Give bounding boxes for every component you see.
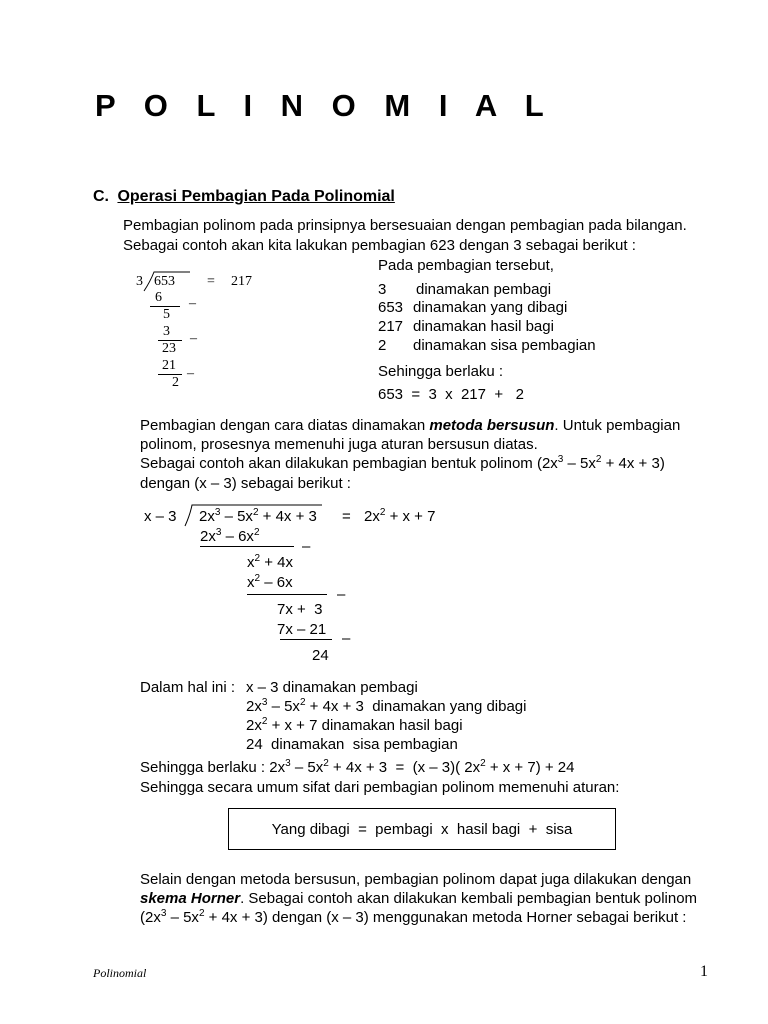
numeric-remainder: 2 (172, 375, 179, 390)
poly-step: $x^2 + 4x$ (247, 553, 293, 571)
text-run: . Sebagai contoh akan dilakukan kembali pembagian bentuk polinom (240, 890, 698, 907)
intro-line-1: Pembagian polinom pada prinsipnya bersesuaian dengan pembagian pada bilangan. (123, 217, 687, 234)
explanation-text: dinamakan sisa pembagian (413, 337, 596, 354)
conclusion-equation: 653 = 3 x 217 + 2 (378, 386, 524, 403)
poly-explanation-row: $2x^2 + x + 7$ dinamakan hasil bagi (246, 716, 463, 734)
poly-equals: = (342, 508, 351, 525)
section-heading (93, 188, 395, 206)
intro-line-2: Sebagai contoh akan kita lakukan pembagian 623 dengan 3 sebagai berikut : (123, 237, 636, 254)
numeric-step: 23 (162, 341, 176, 356)
explanation-num: 217 (378, 318, 404, 335)
poly-minus: – (302, 538, 311, 555)
explanation-lead: Dalam hal ini : (140, 679, 236, 696)
numeric-result: 217 (231, 274, 252, 289)
section-letter: C. (93, 188, 109, 205)
poly-step: 7x – 21 (277, 621, 327, 638)
numeric-step: 21 (162, 358, 176, 373)
conclusion-label: Sehingga berlaku : (378, 363, 504, 380)
footer-title: Polinomial (93, 966, 147, 980)
numeric-step: 3 (163, 324, 170, 339)
paragraph-line: polinom, prosesnya memenuhi juga aturan bersusun diatas. (140, 436, 538, 453)
paragraph-line (140, 889, 697, 908)
explanation-num: 653 (378, 299, 404, 316)
poly-step-line (280, 639, 332, 640)
numeric-dividend: 653 (154, 274, 175, 289)
numeric-divisor: 3 (136, 274, 143, 289)
poly-explanation-row: 24 dinamakan sisa pembagian (246, 736, 458, 753)
page-title: P O L I N O M I A L (95, 88, 554, 123)
poly-step-line (247, 594, 327, 595)
explanation-num: 3 (378, 281, 387, 298)
poly-explanation-row: $2x^3 - 5x^2 + 4x + 3$ dinamakan yang dibagi (246, 697, 527, 715)
paragraph-line: Sebagai contoh akan dilakukan pembagian bentuk polinom $(2x^3 - 5x^2 + 4x + 3)$ (140, 454, 665, 472)
numeric-minus: – (187, 366, 194, 381)
section-title: Operasi Pembagian Pada Polinomial (117, 188, 395, 205)
poly-minus: – (342, 630, 351, 647)
paragraph-line (140, 416, 680, 435)
poly-step: $x^2 - 6x$ (247, 573, 293, 591)
poly-step: $2x^3 - 6x^2$ (200, 527, 260, 545)
numeric-minus: – (189, 296, 196, 311)
poly-divisor: x – 3 (144, 508, 177, 525)
text-run: . Untuk pembagian (554, 417, 681, 434)
explanation-text: dinamakan hasil bagi (413, 318, 554, 335)
poly-step: 7x + 3 (277, 601, 323, 618)
explanation-text: dinamakan pembagi (416, 281, 552, 298)
emphasis-metoda-bersusun: metoda bersusun (429, 417, 555, 434)
poly-dividend: $2x^3 - 5x^2 + 4x + 3$ (199, 507, 317, 525)
paragraph-line: $(2x^3 - 5x^2 + 4x + 3)$ dengan (x – 3) menggunakan metoda Horner sebagai berikut : (140, 908, 687, 926)
paragraph-line: Selain dengan metoda bersusun, pembagian polinom dapat juga dilakukan dengan (140, 871, 692, 888)
poly-conclusion: Sehingga berlaku : $2x^3 - 5x^2 + 4x + 3 = (x - 3)$( $2x^2 + x + 7) + 24$ (140, 758, 575, 776)
paragraph-line: dengan (x – 3) sebagai berikut : (140, 475, 351, 492)
poly-minus: – (337, 586, 346, 603)
rule-text: Yang dibagi = pembagi x hasil bagi + sisa (271, 821, 573, 838)
numeric-minus: – (190, 331, 197, 346)
page-number: 1 (700, 963, 708, 980)
numeric-equals: = (207, 274, 215, 289)
numeric-step: 5 (163, 307, 170, 322)
poly-explanation-row: x – 3 dinamakan pembagi (246, 679, 418, 696)
explanation-text: dinamakan yang dibagi (413, 299, 568, 316)
poly-step-line (200, 546, 294, 547)
explanation-heading: Pada pembagian tersebut, (378, 257, 554, 274)
explanation-num: 2 (378, 337, 387, 354)
numeric-step: 6 (155, 290, 162, 305)
general-rule-intro: Sehingga secara umum sifat dari pembagian polinom memenuhi aturan: (140, 779, 620, 796)
text-run: Pembagian dengan cara diatas dinamakan (140, 417, 430, 434)
poly-result: $2x^2 + x + 7$ (364, 507, 436, 525)
emphasis-skema-horner: skema Horner (140, 890, 241, 907)
poly-remainder: 24 (312, 647, 329, 664)
rule-box (228, 808, 616, 850)
